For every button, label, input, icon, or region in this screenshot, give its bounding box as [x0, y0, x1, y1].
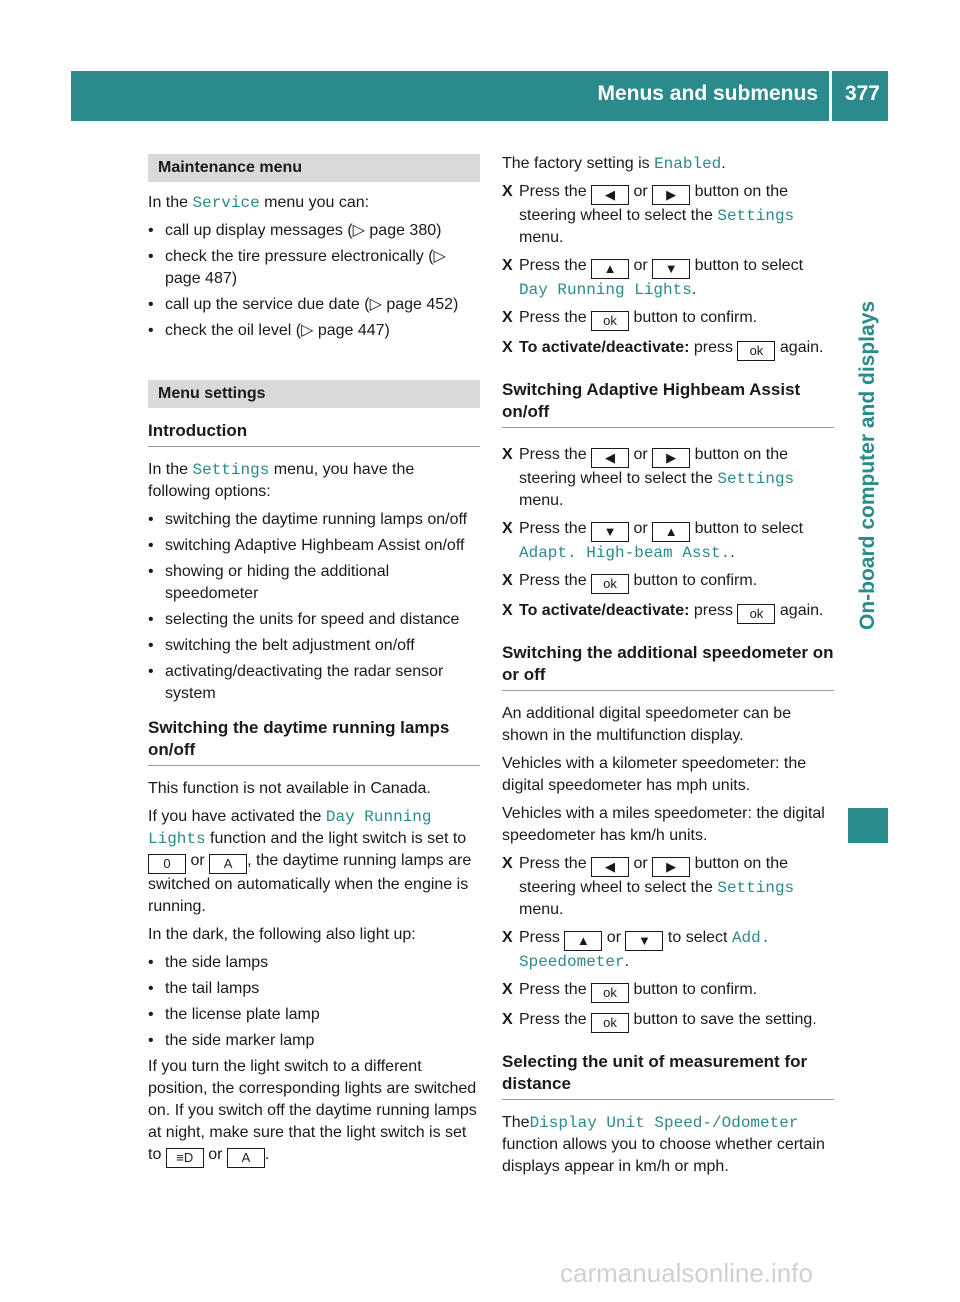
- text: The: [502, 1114, 530, 1131]
- list-item: • the tail lamps: [148, 978, 480, 1000]
- text: button to confirm.: [629, 309, 758, 326]
- step-item: X Press the ◀ or ▶ button on the steering wheel to select the Settings menu.: [502, 855, 795, 918]
- list-item: • showing or hiding the additional speedometer: [148, 561, 480, 605]
- settings-menu-code: Settings: [717, 207, 795, 225]
- header-divider: [829, 71, 832, 121]
- drl-paragraph: [148, 806, 480, 918]
- speedometer-heading: Switching the additional speedometer on or off: [502, 642, 834, 691]
- text: press: [689, 339, 738, 356]
- text: button to select: [690, 520, 804, 537]
- speedometer-p1: An additional digital speedometer can be shown in the multifunction display.: [502, 705, 792, 744]
- text: .: [624, 953, 630, 970]
- settings-menu-code: Settings: [192, 461, 270, 479]
- down-arrow-icon: ▼: [591, 522, 629, 542]
- page-number: 377: [844, 82, 880, 105]
- display-unit-code: Display Unit Speed-/Odometer: [529, 1114, 799, 1132]
- day-running-lights-code: Day Running Lights: [148, 808, 432, 848]
- text: press: [689, 602, 738, 619]
- ok-button-icon: ok: [591, 311, 629, 331]
- text: To activate/deactivate:: [519, 602, 690, 619]
- text: Press: [519, 929, 565, 946]
- speedometer-p3: Vehicles with a miles speedometer: the digital speedometer has km/h units.: [502, 805, 825, 844]
- list-item: • call up the service due date (▷ page 452): [148, 294, 480, 316]
- text: Press the: [519, 520, 592, 537]
- text: or: [629, 855, 653, 872]
- text: Press the: [519, 446, 592, 463]
- up-arrow-icon: ▲: [652, 522, 690, 542]
- text: or: [203, 1146, 227, 1163]
- drl-dark-intro: In the dark, the following also light up:: [148, 926, 416, 943]
- switch-zero-icon: 0: [148, 854, 186, 874]
- text: Press the: [519, 981, 592, 998]
- left-column: [148, 150, 480, 1174]
- text: menu you can:: [259, 194, 370, 211]
- text: The factory setting is: [502, 155, 655, 172]
- list-item: • the license plate lamp: [148, 1004, 480, 1026]
- left-arrow-icon: ◀: [591, 857, 629, 877]
- step-item: X Press the ▲ or ▼ button to select Day Running Lights.: [502, 257, 804, 299]
- text: .: [730, 544, 735, 561]
- text: or: [629, 183, 653, 200]
- text: button on the steering wheel to select the: [519, 446, 789, 487]
- text: menu, you have the following options:: [148, 461, 415, 500]
- list-item: • check the tire pressure electronically (▷ page 487): [148, 246, 480, 290]
- text: or: [629, 520, 653, 537]
- text: function allows you to choose whether certain displays appear in km/h or mph.: [502, 1136, 825, 1175]
- text: menu.: [519, 229, 564, 246]
- drl-canada-note: This function is not available in Canada.: [148, 780, 431, 797]
- introduction-heading: Introduction: [148, 420, 480, 447]
- text: Press the: [519, 257, 592, 274]
- list-item: • switching the belt adjustment on/off: [148, 635, 480, 657]
- step-item: X Press the ▼ or ▲ button to select Adapt. High-beam Asst..: [502, 520, 804, 562]
- text: Press the: [519, 855, 592, 872]
- section-tab-marker: [848, 808, 888, 843]
- down-arrow-icon: ▼: [625, 931, 663, 951]
- right-arrow-icon: ▶: [652, 448, 690, 468]
- text: .: [721, 155, 726, 172]
- step-item: X Press ▲ or ▼ to select Add. Speedometer.: [502, 929, 771, 971]
- switch-auto-icon: A: [227, 1148, 265, 1168]
- speedometer-p2: Vehicles with a kilometer speedometer: the digital speedometer has mph units.: [502, 755, 807, 794]
- settings-intro: [148, 459, 480, 503]
- right-column: [502, 150, 834, 1184]
- ok-button-icon: ok: [737, 604, 775, 624]
- left-arrow-icon: ◀: [591, 448, 629, 468]
- unit-paragraph: [502, 1112, 834, 1178]
- list-item: • the side lamps: [148, 952, 480, 974]
- text: In the: [148, 194, 193, 211]
- down-arrow-icon: ▼: [652, 259, 690, 279]
- step-item: X To activate/deactivate: press ok again.: [502, 600, 834, 624]
- adapt-high-beam-code: Adapt. High-beam Asst.: [519, 544, 731, 562]
- text: or: [186, 852, 210, 869]
- text: again.: [775, 339, 824, 356]
- list-item: • the side marker lamp: [148, 1030, 480, 1052]
- maintenance-heading: Maintenance menu: [148, 154, 480, 182]
- step-item: X Press the ok button to confirm.: [502, 570, 834, 594]
- list-item: • call up display messages (▷ page 380): [148, 220, 480, 242]
- maintenance-intro: [148, 192, 480, 214]
- text: menu.: [519, 492, 564, 509]
- section-side-label: On-board computer and displays: [856, 300, 879, 630]
- menu-settings-heading: Menu settings: [148, 380, 480, 408]
- text: function and the light switch is set to: [205, 830, 467, 847]
- text: If you have activated the: [148, 808, 326, 825]
- text: button on the steering wheel to select the: [519, 183, 789, 224]
- ok-button-icon: ok: [591, 1013, 629, 1033]
- text: or: [602, 929, 626, 946]
- lowbeam-icon: ≡D: [166, 1148, 204, 1168]
- left-arrow-icon: ◀: [591, 185, 629, 205]
- list-item: • selecting the units for speed and distance: [148, 609, 480, 631]
- text: Press the: [519, 572, 592, 589]
- up-arrow-icon: ▲: [591, 259, 629, 279]
- text: .: [264, 1146, 270, 1163]
- settings-menu-code: Settings: [717, 470, 795, 488]
- text: Press the: [519, 1011, 592, 1028]
- ok-button-icon: ok: [737, 341, 775, 361]
- text: .: [691, 281, 697, 298]
- list-item: • check the oil level (▷ page 447): [148, 320, 480, 342]
- settings-menu-code: Settings: [717, 879, 795, 897]
- step-item: X To activate/deactivate: press ok again.: [502, 337, 834, 361]
- unit-heading: Selecting the unit of measurement for distance: [502, 1051, 834, 1100]
- day-running-lights-code: Day Running Lights: [519, 281, 692, 299]
- watermark: carmanualsonline.info: [560, 1258, 813, 1288]
- text: To activate/deactivate:: [519, 339, 690, 356]
- ok-button-icon: ok: [591, 574, 629, 594]
- add-speedometer-code: Add. Speedometer: [519, 929, 771, 971]
- text: , the daytime running lamps are switched on automatically when the engine is running.: [148, 852, 472, 915]
- drl-night-note: [148, 1056, 480, 1168]
- service-menu-code: Service: [192, 194, 260, 212]
- text: button to select: [690, 257, 804, 274]
- right-arrow-icon: ▶: [652, 857, 690, 877]
- list-item: • activating/deactivating the radar sensor system: [148, 661, 480, 705]
- step-item: X Press the ◀ or ▶ button on the steering wheel to select the Settings menu.: [502, 446, 795, 509]
- text: button to confirm.: [629, 572, 758, 589]
- text: to select: [663, 929, 732, 946]
- step-item: X Press the ok button to confirm.: [502, 979, 834, 1003]
- text: In the: [148, 461, 193, 478]
- text: If you turn the light switch to a different position, the corresponding lights are switched on. If you switch off the daytime running lamps at night, make sure that the light switch is set to: [148, 1058, 477, 1163]
- text: menu.: [519, 901, 564, 918]
- enabled-code: Enabled: [654, 155, 722, 173]
- step-item: X Press the ok button to confirm.: [502, 307, 834, 331]
- text: again.: [775, 602, 824, 619]
- up-arrow-icon: ▲: [564, 931, 602, 951]
- drl-heading: Switching the daytime running lamps on/off: [148, 717, 480, 766]
- text: Press the: [519, 183, 592, 200]
- right-arrow-icon: ▶: [652, 185, 690, 205]
- text: Press the: [519, 309, 592, 326]
- text: button on the steering wheel to select the: [519, 855, 789, 896]
- ahb-heading: Switching Adaptive Highbeam Assist on/off: [502, 379, 834, 428]
- list-item: • switching the daytime running lamps on/off: [148, 509, 480, 531]
- step-item: X Press the ◀ or ▶ button on the steering wheel to select the Settings menu.: [502, 183, 795, 246]
- text: button to save the setting.: [629, 1011, 817, 1028]
- ok-button-icon: ok: [591, 983, 629, 1003]
- list-item: • switching Adaptive Highbeam Assist on/off: [148, 535, 480, 557]
- text: or: [629, 257, 653, 274]
- text: or: [629, 446, 653, 463]
- factory-setting: [502, 153, 834, 175]
- header-title: Menus and submenus: [597, 82, 818, 105]
- step-item: X Press the ok button to save the setting.: [502, 1009, 834, 1033]
- text: button to confirm.: [629, 981, 758, 998]
- page-header: [71, 71, 888, 121]
- switch-auto-icon: A: [209, 854, 247, 874]
